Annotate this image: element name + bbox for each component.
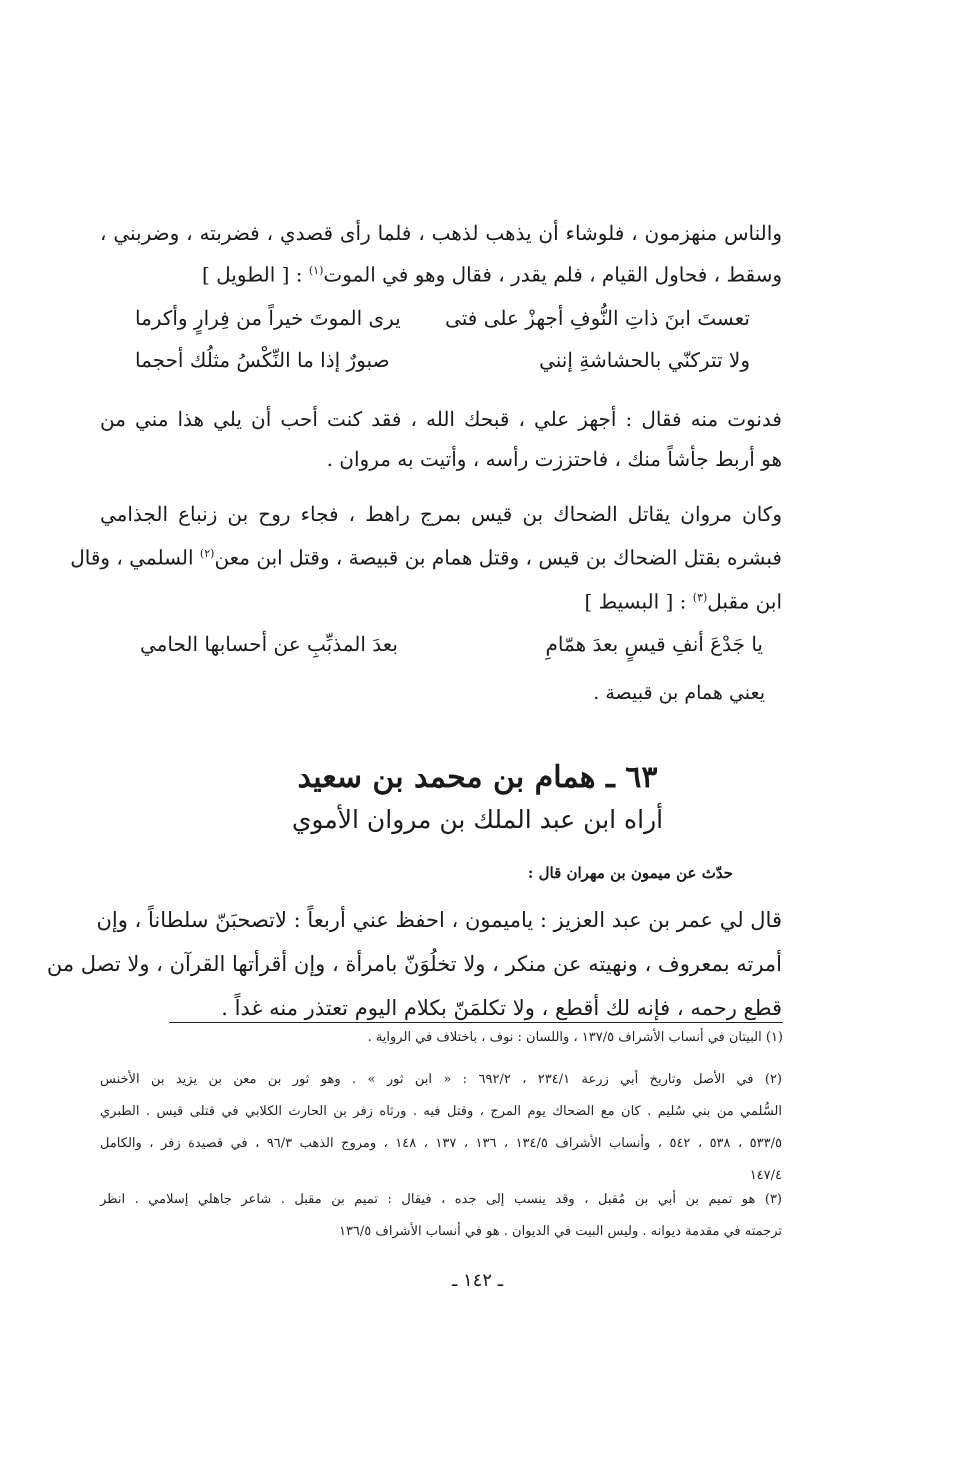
footnote-line: (٢) في الأصل وتاريخ أبي زرعة ٢٣٤/١ ، ٦٩٢/٢ : « ابن ثور » . وهو ثور بن معن بن يزيد بن الأخنس [100, 1072, 782, 1087]
footnote-line: ٥٣٣/٥ ، ٥٣٨ ، ٥٤٢ ، وأنساب الأشراف ١٣٤/٥ ، ١٣٦ ، ١٣٧ ، ١٤٨ ، ومروج الذهب ٩٦/٣ ، في قصيدة زفر ، والكامل [100, 1136, 782, 1151]
verse-1-hemistich-right: تعستَ ابنَ ذاتِ النُّوفِ أجهزْ على فتى [445, 306, 750, 330]
text-line: وكان مروان يقاتل الضحاك بن قيس بمرج راهط ، فجاء روح بن زنباع الجذامي [100, 502, 782, 526]
text-line [100, 578, 782, 622]
verse-explanation: يعني همام بن قبيصة . [593, 682, 765, 704]
isnad-line: حدّث عن ميمون بن مهران قال : [527, 864, 733, 882]
footnote-ref-3: (٣) [692, 590, 708, 604]
text-line: فدنوت منه فقال : أجهز علي ، قبحك الله ، فقد كنت أحب أن يلي هذا مني من [100, 407, 782, 431]
verse-2-hemistich-left: صبورٌ إذا ما النِّكْسُ مثلُك أحجما [135, 348, 390, 372]
text-fragment: ابن مقبل [707, 589, 782, 614]
footnote-3 [100, 1184, 782, 1248]
entry-subtitle: أراه ابن عبد الملك بن مروان الأموي [291, 805, 664, 834]
footnote-1: (١) البيتان في أنساب الأشراف ١٣٧/٥ ، واللسان : نوف ، باختلاف في الرواية . [367, 1030, 783, 1045]
paragraph-umar-advice [46, 898, 782, 1030]
verse-3-hemistich-left: بعدَ المذبِّبِ عن أحسابها الحامي [140, 632, 398, 656]
paragraph-dialogue [100, 399, 782, 479]
text-line [70, 534, 782, 578]
page-number: ـ ١٤٢ ـ [451, 1270, 503, 1291]
footnote-line: ترجمته في مقدمة ديوانه . وليس البيت في الديوان . هو في أنساب الأشراف ١٣٦/٥ [338, 1224, 782, 1239]
text-line: قال لي عمر بن عبد العزيز : ياميمون ، احفظ عني أربعاً : لاتصحبَنّ سلطاناً ، وإن [96, 908, 782, 932]
verse-1-hemistich-left: يرى الموتَ خيراً من فِرارٍ وأكرما [135, 306, 401, 330]
meter-label: : [ الطويل ] [201, 262, 309, 287]
footnote-line: السُّلمي من بني سُليم . كان مع الضحاك يوم المرج ، وقتل فيه . ورثاه زفر بن الحارث الكلابي في قتلى قيس . الطبري [100, 1104, 782, 1119]
text-line: أمرته بمعروف ، ونهيته عن منكر ، ولا تخلُوَنّ بامرأة ، وإن أقرأتها القرآن ، ولا تصل من [46, 952, 782, 976]
footnote-ref-1: (١) [308, 264, 324, 277]
text-fragment: وسقط ، فحاول القيام ، فلم يقدر ، فقال وهو في الموت [323, 262, 782, 287]
verse-3-hemistich-right: يا جَدْعَ أنفِ قيسٍ بعدَ همّامِ [545, 632, 763, 656]
text-line: هو أربط جأشاً منك ، فاحتززت رأسه ، وأتيت به مروان . [326, 447, 782, 471]
footnote-ref-2: (٢) [199, 547, 215, 560]
verse-2-hemistich-right: ولا تتركنّي بالحشاشةِ إنني [539, 348, 750, 372]
text-line: قطع رحمه ، فإنه لك أقطع ، ولا تكلمَنّ بكلام اليوم تعتذر منه غداً . [221, 996, 782, 1020]
text-line: والناس منهزمون ، فلوشاء أن يذهب لذهب ، فلما رأى قصدي ، فضربته ، وضربني ، [100, 221, 782, 245]
text-line [100, 252, 782, 294]
meter-label: : [ البسيط ] [584, 589, 693, 614]
text-fragment: السلمي ، وقال [70, 545, 200, 570]
footnote-line: (٣) هو تميم بن أبي بن مُقبل ، وقد ينسب إلى جده ، فيقال : تميم بن مقبل . شاعر جاهلي إسلامي . انظر [100, 1192, 782, 1207]
paragraph-battle-narrative [100, 214, 782, 294]
footnote-2 [100, 1064, 782, 1192]
text-fragment: فبشره بقتل الضحاك بن قيس ، وقتل همام بن قبيصة ، وقتل ابن معن [214, 545, 782, 570]
footnote-divider [169, 1022, 783, 1023]
paragraph-marj-rahit [70, 494, 782, 621]
footnote-line: ١٤٧/٤ [749, 1168, 782, 1183]
entry-title: ٦٣ ـ همام بن محمد بن سعيد [297, 760, 658, 795]
